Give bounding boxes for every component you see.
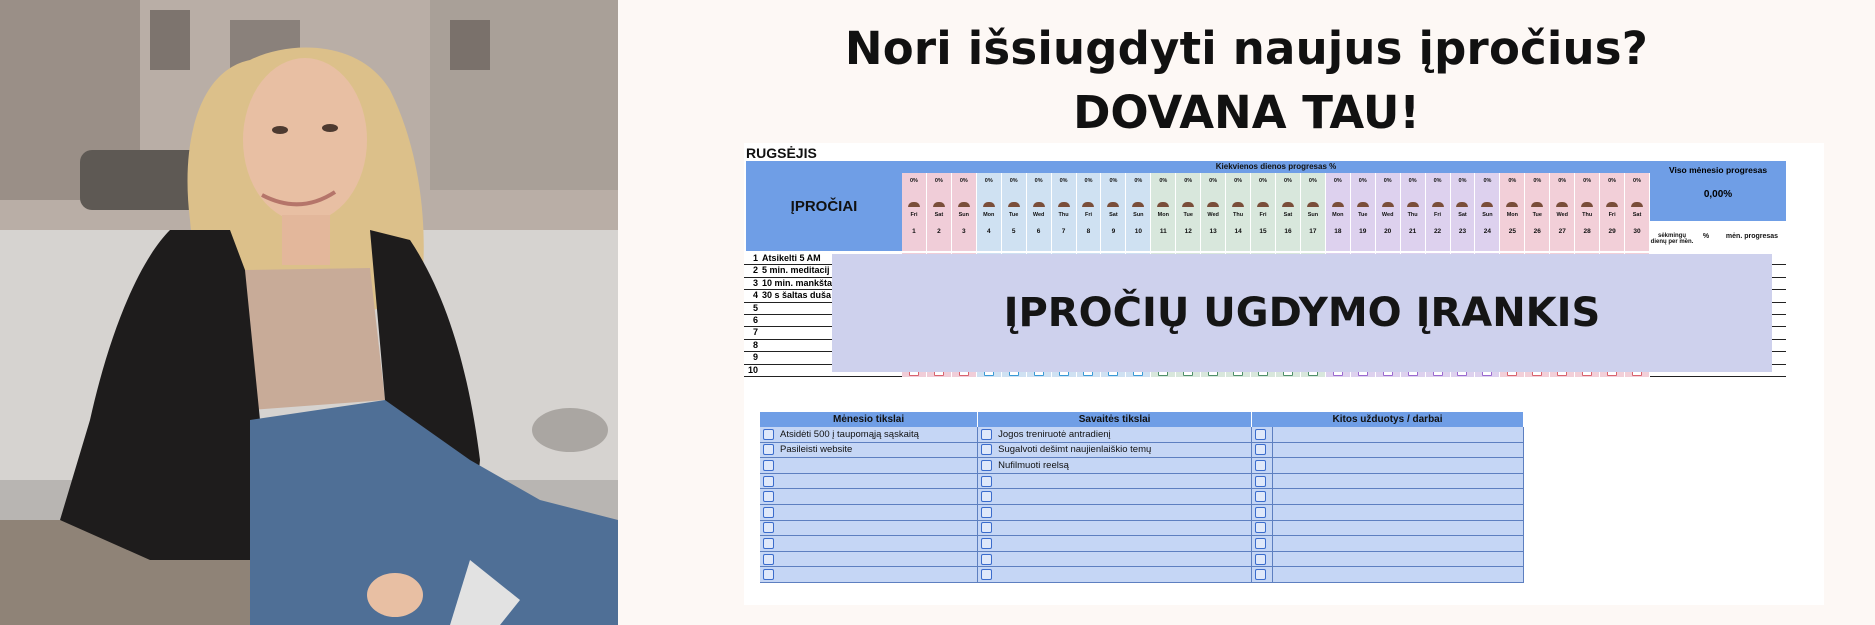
monthly-goal-cell	[760, 443, 978, 458]
task-row	[760, 427, 1524, 443]
day-column	[1176, 173, 1201, 251]
weekly-goal-cell	[978, 489, 1252, 504]
other-task-cell	[1252, 489, 1524, 504]
day-progress-icon	[1132, 202, 1144, 207]
weekday-label: Sat	[1283, 212, 1293, 218]
monthly-goal-cell	[760, 427, 978, 442]
day-number: 28	[1583, 228, 1591, 235]
day-number: 3	[962, 228, 966, 235]
task-cell-divider	[1272, 443, 1273, 458]
task-checkbox[interactable]	[981, 429, 992, 440]
other-task-cell	[1252, 552, 1524, 567]
day-column	[1351, 173, 1376, 251]
day-percent: 0%	[1508, 178, 1517, 184]
day-percent: 0%	[1383, 178, 1392, 184]
task-checkbox[interactable]	[1255, 429, 1266, 440]
habit-number: 6	[752, 315, 758, 325]
habit-number: 3	[752, 277, 758, 288]
day-progress-icon	[1357, 202, 1369, 207]
day-number: 2	[937, 228, 941, 235]
weekday-label: Sun	[958, 212, 970, 218]
day-number: 12	[1184, 228, 1192, 235]
weekday-label: Fri	[910, 212, 918, 218]
weekday-label: Mon	[1332, 212, 1344, 218]
day-column	[1027, 173, 1052, 251]
day-progress-icon	[1456, 202, 1468, 207]
monthly-goal-cell	[760, 458, 978, 473]
task-checkbox[interactable]	[763, 522, 774, 533]
weekday-label: Fri	[1084, 212, 1092, 218]
task-row	[760, 505, 1524, 521]
day-progress-icon	[1432, 202, 1444, 207]
day-percent: 0%	[1009, 178, 1018, 184]
day-column	[1251, 173, 1276, 251]
day-progress-icon	[1606, 202, 1618, 207]
day-number: 11	[1159, 228, 1167, 235]
other-task-cell	[1252, 458, 1524, 473]
daily-progress-title: Kiekvienos dienos progresas %	[902, 161, 1650, 173]
month-progress-header: mėn. progresas	[1725, 233, 1779, 240]
day-progress-icon	[1631, 202, 1643, 207]
task-checkbox[interactable]	[981, 444, 992, 455]
monthly-goal-cell	[760, 536, 978, 551]
day-column	[1326, 173, 1351, 251]
weekday-label: Fri	[1434, 212, 1442, 218]
tasks-table	[760, 412, 1524, 583]
weekday-label: Fri	[1259, 212, 1267, 218]
day-number: 10	[1134, 228, 1142, 235]
weekday-label: Mon	[1506, 212, 1518, 218]
day-number: 26	[1533, 228, 1541, 235]
day-percent: 0%	[1184, 178, 1193, 184]
day-percent: 0%	[1259, 178, 1267, 184]
day-column	[1126, 173, 1151, 251]
monthly-goal-cell	[760, 474, 978, 489]
task-checkbox[interactable]	[1255, 569, 1266, 580]
task-checkbox[interactable]	[763, 507, 774, 518]
task-row	[760, 458, 1524, 474]
day-number: 18	[1334, 228, 1342, 235]
day-percent: 0%	[1234, 178, 1243, 184]
weekly-goal-text[interactable]: Jogos treniruotė antradienį	[998, 428, 1111, 440]
day-number: 22	[1433, 228, 1442, 235]
day-percent: 0%	[1034, 178, 1043, 184]
day-number: 7	[1061, 228, 1066, 235]
day-number: 25	[1508, 228, 1516, 235]
weekly-goal-cell	[978, 427, 1252, 442]
weekday-label: Thu	[1407, 212, 1418, 218]
monthly-goal-cell	[760, 489, 978, 504]
day-percent: 0%	[1109, 178, 1118, 184]
day-column	[1226, 173, 1251, 251]
day-percent: 0%	[1633, 178, 1641, 184]
weekday-label: Sat	[934, 212, 944, 218]
habit-number: 2	[752, 265, 758, 276]
weekday-label: Wed	[1381, 212, 1394, 218]
day-progress-icon	[1307, 202, 1319, 207]
task-row	[760, 567, 1524, 583]
task-cell-divider	[1272, 536, 1273, 551]
day-progress-icon	[1033, 202, 1045, 207]
day-percent: 0%	[1308, 178, 1317, 184]
task-checkbox[interactable]	[763, 476, 774, 487]
day-percent: 0%	[1533, 178, 1542, 184]
task-checkbox[interactable]	[1255, 476, 1266, 487]
weekday-label: Fri	[1608, 212, 1616, 218]
day-column	[1550, 173, 1575, 251]
weekly-goal-cell	[978, 505, 1252, 520]
task-row	[760, 552, 1524, 568]
task-checkbox[interactable]	[981, 522, 992, 533]
day-percent: 0%	[1583, 178, 1592, 184]
day-percent: 0%	[984, 178, 993, 184]
weekday-label: Sun	[1482, 212, 1493, 218]
task-row	[760, 536, 1524, 552]
day-number: 29	[1608, 228, 1616, 235]
weekly-goal-cell	[978, 536, 1252, 551]
task-checkbox[interactable]	[1255, 444, 1266, 455]
day-percent: 0%	[1408, 178, 1417, 184]
day-progress-icon	[1107, 202, 1119, 207]
day-progress-icon	[1506, 202, 1518, 207]
day-number: 30	[1633, 228, 1641, 235]
weekday-label: Sun	[1307, 212, 1319, 218]
weekday-label: Mon	[983, 212, 995, 218]
day-progress-icon	[1481, 202, 1493, 207]
day-progress-icon	[1407, 202, 1419, 207]
day-column	[1077, 173, 1102, 251]
task-checkbox[interactable]	[981, 476, 992, 487]
task-cell-divider	[1272, 489, 1273, 504]
task-checkbox[interactable]	[763, 491, 774, 502]
day-progress-icon	[1531, 202, 1543, 207]
weekday-label: Mon	[1157, 212, 1169, 218]
day-number: 20	[1384, 228, 1392, 235]
habit-number: 5	[752, 302, 758, 313]
other-task-cell	[1252, 536, 1524, 551]
weekday-label: Sat	[1458, 212, 1467, 218]
day-percent: 0%	[1159, 178, 1168, 184]
weekday-label: Tue	[1008, 212, 1019, 218]
weekday-label: Sat	[1632, 212, 1642, 218]
day-number: 19	[1359, 228, 1367, 235]
day-column	[1301, 173, 1326, 251]
habit-number: 1	[752, 253, 758, 263]
task-checkbox[interactable]	[981, 554, 992, 565]
task-row	[760, 489, 1524, 505]
weekday-label: Sun	[1133, 212, 1144, 218]
other-task-cell	[1252, 474, 1524, 489]
task-checkbox[interactable]	[1255, 507, 1266, 518]
weekday-label: Tue	[1532, 212, 1542, 218]
day-percent: 0%	[1458, 178, 1467, 184]
day-number: 9	[1111, 228, 1116, 235]
tasks-header-row	[760, 412, 1524, 427]
monthly-goal-cell	[760, 521, 978, 536]
day-column	[1475, 173, 1500, 251]
tool-title-banner: ĮPROČIŲ UGDYMO ĮRANKIS	[832, 254, 1772, 372]
weekly-goal-cell	[978, 567, 1252, 582]
other-task-cell	[1252, 443, 1524, 458]
task-checkbox[interactable]	[981, 460, 992, 471]
day-progress-icon	[1058, 202, 1070, 207]
day-number: 4	[986, 228, 991, 235]
task-checkbox[interactable]	[763, 444, 774, 455]
monthly-goal-cell	[760, 552, 978, 567]
day-column	[1500, 173, 1525, 251]
headline-line1: Nori išsiugdyti naujus įpročius?	[844, 22, 1649, 75]
monthly-progress-box	[1650, 161, 1786, 221]
day-number: 1	[912, 228, 916, 235]
day-progress-icon	[1182, 202, 1194, 207]
habit-label[interactable]: 10 min. mankšta	[762, 277, 833, 288]
day-column	[1575, 173, 1600, 251]
day-progress-icon	[1332, 202, 1344, 207]
day-column	[1376, 173, 1401, 251]
day-column	[1451, 173, 1476, 251]
day-progress-icon	[933, 202, 945, 207]
day-percent: 0%	[1134, 178, 1143, 184]
month-title: RUGSĖJIS	[746, 145, 817, 161]
weekly-goal-cell	[978, 552, 1252, 567]
day-percent: 0%	[1333, 178, 1342, 184]
habit-label[interactable]: Atsikelti 5 AM	[762, 253, 821, 263]
day-number: 24	[1483, 228, 1492, 235]
day-number: 23	[1458, 228, 1467, 235]
day-number: 5	[1011, 228, 1016, 235]
weekly-goal-cell	[978, 521, 1252, 536]
day-percent: 0%	[1608, 178, 1617, 184]
day-column	[1101, 173, 1126, 251]
task-checkbox[interactable]	[763, 460, 774, 471]
day-column	[1201, 173, 1226, 251]
task-cell-divider	[1272, 505, 1273, 520]
photo-illustration	[0, 0, 618, 625]
day-number: 27	[1558, 228, 1566, 235]
task-checkbox[interactable]	[1255, 538, 1266, 549]
weekly-goal-cell	[978, 443, 1252, 458]
day-percent: 0%	[1059, 178, 1068, 184]
day-progress-icon	[1232, 202, 1244, 207]
day-progress-icon	[1382, 202, 1394, 207]
portrait-photo	[0, 0, 618, 625]
task-checkbox[interactable]	[1255, 554, 1266, 565]
task-cell-divider	[1272, 458, 1273, 473]
weekly-goals-header: Savaitės tikslai	[978, 412, 1252, 427]
day-column	[1600, 173, 1625, 251]
day-progress-icon	[1556, 202, 1568, 207]
day-number: 17	[1309, 228, 1317, 235]
task-rows	[760, 427, 1524, 583]
weekday-label: Thu	[1233, 212, 1244, 218]
day-number: 15	[1259, 228, 1267, 235]
task-row	[760, 474, 1524, 490]
task-checkbox[interactable]	[981, 569, 992, 580]
day-number: 16	[1284, 228, 1292, 235]
day-percent: 0%	[934, 178, 943, 184]
day-column	[1525, 173, 1550, 251]
weekly-goal-cell	[978, 458, 1252, 473]
monthly-goal-cell	[760, 567, 978, 582]
other-task-cell	[1252, 567, 1524, 582]
headline-line2: DOVANA TAU!	[1073, 86, 1420, 139]
weekday-label: Thu	[1582, 212, 1593, 218]
day-progress-icon	[1257, 202, 1269, 207]
day-percent: 0%	[1283, 178, 1292, 184]
day-column	[1002, 173, 1027, 251]
weekday-label: Tue	[1358, 212, 1368, 218]
day-percent: 0%	[1433, 178, 1442, 184]
other-task-cell	[1252, 505, 1524, 520]
task-row	[760, 521, 1524, 537]
day-percent: 0%	[1358, 178, 1367, 184]
day-progress-icon	[1207, 202, 1219, 207]
weekday-label: Wed	[1556, 212, 1568, 218]
monthly-goal-text[interactable]: Atsidėti 500 į taupomąją sąskaitą	[780, 428, 919, 440]
day-column	[1426, 173, 1451, 251]
habit-label[interactable]: 30 s šaltas duša	[762, 290, 832, 301]
task-cell-divider	[1272, 552, 1273, 567]
task-cell-divider	[1272, 474, 1273, 489]
day-progress-icon	[1282, 202, 1294, 207]
task-checkbox[interactable]	[981, 538, 992, 549]
task-checkbox[interactable]	[981, 491, 992, 502]
task-checkbox[interactable]	[763, 554, 774, 565]
day-progress-icon	[1008, 202, 1020, 207]
day-column	[1276, 173, 1301, 251]
day-percent: 0%	[1558, 178, 1567, 184]
habit-number: 8	[752, 339, 758, 350]
day-progress-icon	[1581, 202, 1593, 207]
day-percent: 0%	[959, 178, 968, 184]
weekday-label: Wed	[1207, 212, 1219, 218]
day-column	[1625, 173, 1650, 251]
day-progress-icon	[1082, 202, 1094, 207]
day-column	[1401, 173, 1426, 251]
task-cell-divider	[1272, 427, 1273, 442]
other-tasks-header: Kitos užduotys / darbai	[1252, 412, 1524, 427]
day-progress-icon	[983, 202, 995, 207]
task-checkbox[interactable]	[1255, 522, 1266, 533]
task-checkbox[interactable]	[763, 569, 774, 580]
habit-number: 10	[747, 364, 758, 375]
day-number: 6	[1036, 228, 1041, 235]
task-checkbox[interactable]	[1255, 460, 1266, 471]
monthly-goal-cell	[760, 505, 978, 520]
task-cell-divider	[1272, 567, 1273, 582]
habit-number: 9	[752, 352, 758, 363]
task-checkbox[interactable]	[763, 538, 774, 549]
day-progress-icon	[958, 202, 970, 207]
weekday-label: Tue	[1183, 212, 1193, 218]
day-column	[977, 173, 1002, 251]
day-percent: 0%	[1084, 178, 1093, 184]
other-task-cell	[1252, 521, 1524, 536]
habit-number: 4	[752, 290, 758, 301]
success-days-header: sėkmingų dienų per mėn.	[1650, 233, 1694, 245]
day-number: 14	[1234, 228, 1242, 235]
day-column	[927, 173, 952, 251]
habits-header: ĮPROČIAI	[746, 161, 902, 251]
day-percent: 0%	[1209, 178, 1218, 184]
day-progress-icon	[908, 202, 920, 207]
day-progress-icon	[1157, 202, 1169, 207]
other-task-cell	[1252, 427, 1524, 442]
day-percent: 0%	[1483, 178, 1492, 184]
habit-label[interactable]: 5 min. meditacij	[762, 265, 830, 276]
day-column	[902, 173, 927, 251]
day-number: 13	[1209, 228, 1217, 235]
percent-header: %	[1702, 233, 1710, 240]
day-column	[952, 173, 977, 251]
weekly-goal-text[interactable]: Sugalvoti dešimt naujienlaiškio temų	[998, 444, 1152, 456]
monthly-goal-text[interactable]: Pasileisti website	[780, 444, 853, 456]
task-checkbox[interactable]	[1255, 491, 1266, 502]
day-number: 21	[1409, 228, 1417, 235]
day-number: 8	[1086, 228, 1091, 235]
weekly-goal-cell	[978, 474, 1252, 489]
day-percent: 0%	[909, 178, 918, 184]
task-row	[760, 443, 1524, 459]
day-column	[1052, 173, 1077, 251]
day-column	[1151, 173, 1176, 251]
weekly-goal-text[interactable]: Nufilmuoti reelsą	[998, 459, 1069, 471]
task-cell-divider	[1272, 521, 1273, 536]
weekday-label: Wed	[1032, 212, 1045, 218]
weekday-label: Thu	[1058, 212, 1069, 218]
monthly-goals-header: Mėnesio tikslai	[760, 412, 978, 427]
task-checkbox[interactable]	[763, 429, 774, 440]
task-checkbox[interactable]	[981, 507, 992, 518]
weekday-label: Sat	[1109, 212, 1118, 218]
monthly-progress-title: Viso mėnesio progresas	[1668, 165, 1768, 175]
monthly-progress-value: 0,00%	[1703, 189, 1733, 200]
habit-number: 7	[752, 327, 758, 338]
